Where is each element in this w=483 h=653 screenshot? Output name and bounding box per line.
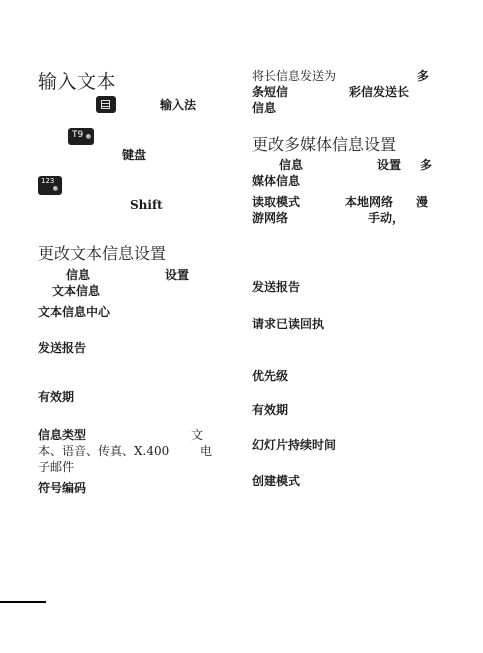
- delivery-report-label: 发送报告: [38, 341, 87, 355]
- long-message-multi: 多: [417, 69, 430, 83]
- footer-rule: [0, 601, 46, 603]
- mms-breadcrumb-message: 信息: [279, 158, 304, 172]
- validity-period-label: 有效期: [38, 390, 75, 404]
- abc-key-icon: 123: [38, 176, 62, 195]
- slide-duration-label: 幻灯片持续时间: [252, 438, 337, 452]
- read-reply-label: 请求已读回执: [252, 317, 325, 331]
- mms-breadcrumb-mms: 媒体信息: [252, 174, 301, 188]
- message-types-text-end: 文: [191, 428, 204, 442]
- char-encoding-label: 符号编码: [38, 481, 87, 495]
- long-message-line3: 信息: [252, 101, 277, 115]
- breadcrumb-settings: 设置: [165, 268, 190, 282]
- t9-key-icon: T9: [68, 128, 94, 145]
- message-types-email-1: 电: [200, 444, 213, 458]
- retrieve-mode-label: 读取模式: [252, 195, 301, 209]
- heading-input-text: 输入文本: [38, 71, 117, 93]
- keyboard-label: 键盘: [122, 148, 147, 162]
- heading-text-settings: 更改文本信息设置: [38, 244, 167, 263]
- manual-label: 手动，: [368, 211, 405, 225]
- mms-delivery-report-label: 发送报告: [252, 280, 301, 294]
- mms-breadcrumb-multi: 多: [420, 158, 433, 172]
- long-message-line1: 将长信息发送为: [252, 69, 337, 83]
- breadcrumb-text-message: 文本信息: [52, 284, 101, 298]
- home-network-label: 本地网络: [345, 195, 394, 209]
- sms-centre-label: 文本信息中心: [38, 305, 111, 319]
- roaming-label-2: 游网络: [252, 211, 289, 225]
- priority-label: 优先级: [252, 369, 289, 383]
- breadcrumb-message: 信息: [66, 268, 91, 282]
- long-message-line2b: 彩信发送长: [349, 85, 410, 99]
- long-message-line2a: 条短信: [252, 85, 289, 99]
- shift-label: Shift: [130, 198, 163, 212]
- mms-breadcrumb-settings: 设置: [377, 158, 402, 172]
- message-types-email-2: 子邮件: [38, 460, 75, 474]
- creation-mode-label: 创建模式: [252, 474, 301, 488]
- heading-mms-settings: 更改多媒体信息设置: [252, 135, 397, 154]
- input-method-label: 输入法: [160, 98, 197, 112]
- menu-key-icon: [96, 96, 116, 113]
- roaming-label-1: 漫: [416, 195, 429, 209]
- message-types-label: 信息类型: [38, 428, 87, 442]
- mms-validity-period-label: 有效期: [252, 403, 289, 417]
- message-types-list: 本、语音、传真、X.400: [38, 444, 170, 458]
